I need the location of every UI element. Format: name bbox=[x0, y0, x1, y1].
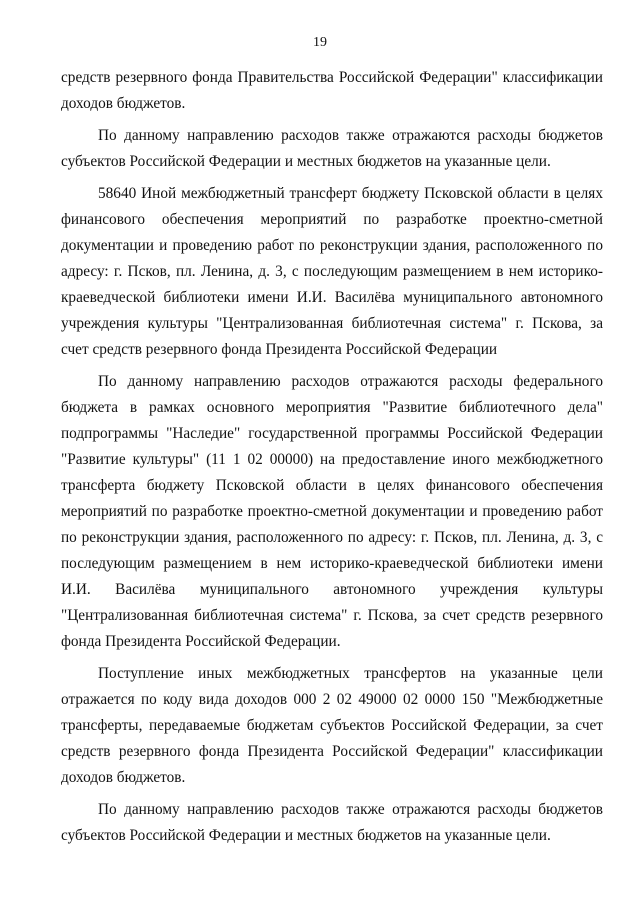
paragraph: По данному направлению расходов отражаются расходы федерального бюджета в рамках основного мероприятия "Развитие библиотечного дела" подпрограммы "Наследие" государственной программы Российской Федерации "Развитие культуры" (11 1 02 00000) на предоставление иного межбюджетного трансферта бюджету Псковской области в целях финансового обеспечения мероприятий по разработке проектно-сметной документации и проведению работ по реконструкции здания, расположенного по адресу: г. Псков, пл. Ленина, д. 3, с последующим размещением в нем историко-краеведческой библиотеки имени И.И. Василёва муниципального автономного учреждения культуры "Централизованная библиотечная система" г. Пскова, за счет средств резервного фонда Президента Российской Федерации. bbox=[61, 373, 603, 650]
document-body bbox=[61, 65, 603, 849]
paragraph: По данному направлению расходов также отражаются расходы бюджетов субъектов Российской Федерации и местных бюджетов на указанные цели. bbox=[61, 127, 603, 170]
page-number: 19 bbox=[313, 35, 327, 50]
paragraph-continuation: средств резервного фонда Правительства Российской Федерации" классификации доходов бюджетов. bbox=[61, 69, 603, 112]
paragraph: Поступление иных межбюджетных трансфертов на указанные цели отражается по коду вида доходов 000 2 02 49000 02 0000 150 "Межбюджетные трансферты, передаваемые бюджетам субъектов Российской Федерации, за счет средств резервного фонда Президента Российской Федерации" классификации доходов бюджетов. bbox=[61, 665, 603, 786]
paragraph-code-58640: 58640 Иной межбюджетный трансферт бюджету Псковской области в целях финансового обеспечения мероприятий по разработке проектно-сметной документации и проведению работ по реконструкции здания, расположенного по адресу: г. Псков, пл. Ленина, д. 3, с последующим размещением в нем историко-краеведческой библиотеки имени И.И. Василёва муниципального автономного учреждения культуры "Централизованная библиотечная система" г. Пскова, за счет средств резервного фонда Президента Российской Федерации bbox=[61, 185, 603, 358]
paragraph: По данному направлению расходов также отражаются расходы бюджетов субъектов Российской Федерации и местных бюджетов на указанные цели. bbox=[61, 801, 603, 844]
